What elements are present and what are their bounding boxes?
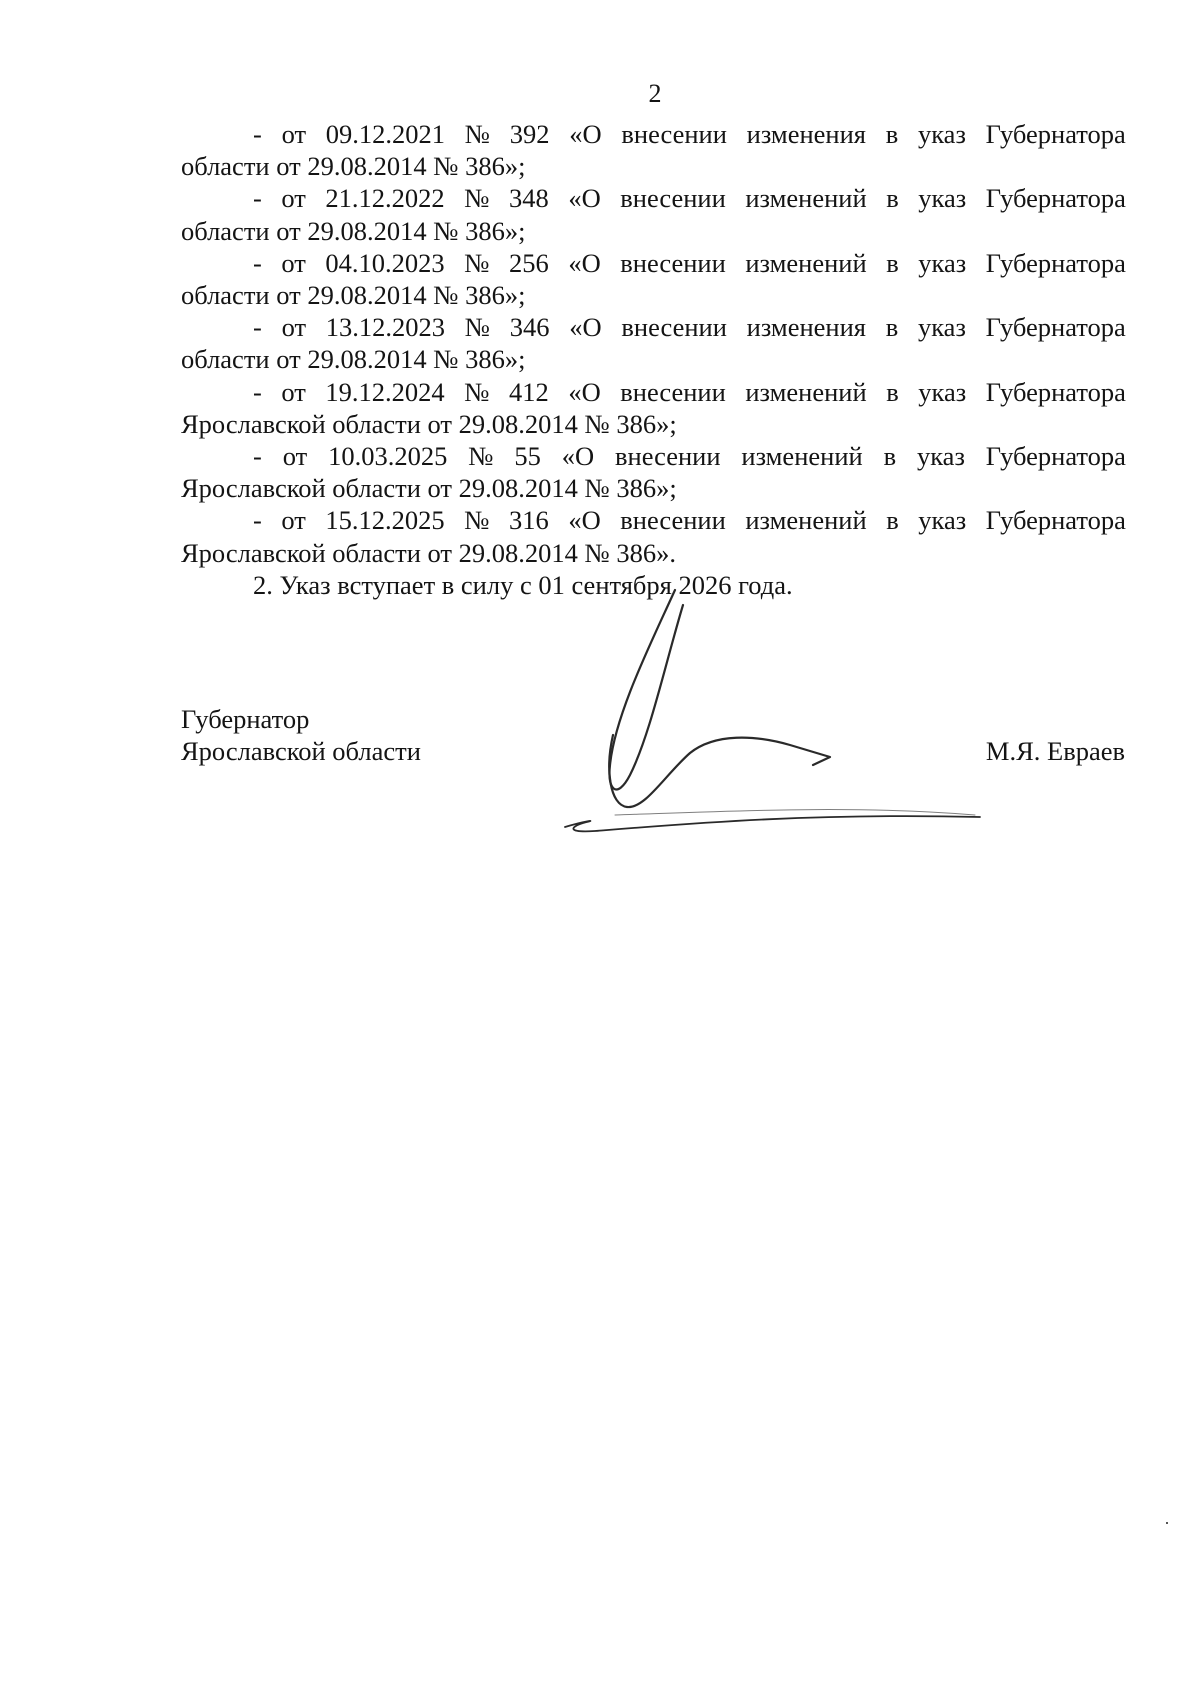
amendment-item-tail: области от 29.08.2014 № 386»; bbox=[181, 151, 526, 182]
amendment-item-lead: - от 21.12.2022 № 348 «О внесении изменений в указ Губернатора bbox=[253, 183, 1126, 214]
amendment-item bbox=[181, 247, 1125, 311]
amendment-item bbox=[181, 376, 1125, 440]
amendment-item-lead: - от 04.10.2023 № 256 «О внесении изменений в указ Губернатора bbox=[253, 247, 1126, 278]
amendment-item bbox=[181, 311, 1125, 375]
amendment-item-lead: - от 09.12.2021 № 392 «О внесении изменения в указ Губернатора bbox=[253, 119, 1126, 149]
amendment-item-tail: Ярославской области от 29.08.2014 № 386». bbox=[181, 537, 677, 568]
amendment-item bbox=[181, 118, 1125, 182]
amendment-item bbox=[181, 182, 1125, 246]
amendment-item-tail: области от 29.08.2014 № 386»; bbox=[181, 280, 526, 311]
signer-position-line2: Ярославской области bbox=[181, 736, 421, 767]
scan-speck bbox=[1166, 1522, 1168, 1524]
amendment-item-tail: области от 29.08.2014 № 386»; bbox=[181, 215, 526, 246]
handwritten-signature bbox=[555, 585, 995, 845]
signer-position-line1: Губернатор bbox=[181, 704, 310, 734]
clause-2: 2. Указ вступает в силу с 01 сентября 2026 года. bbox=[253, 569, 793, 600]
signer-position bbox=[181, 703, 421, 767]
amendment-item-lead: - от 13.12.2023 № 346 «О внесении изменения в указ Губернатора bbox=[253, 312, 1126, 343]
amendment-item bbox=[181, 440, 1125, 504]
amendment-item-lead: - от 15.12.2025 № 316 «О внесении изменений в указ Губернатора bbox=[253, 505, 1126, 536]
amendment-item-lead: - от 19.12.2024 № 412 «О внесении изменений в указ Губернатора bbox=[253, 376, 1126, 407]
page-number: 2 bbox=[648, 79, 662, 108]
amendment-item-lead: - от 10.03.2025 № 55 «О внесении изменений в указ Губернатора bbox=[253, 441, 1126, 472]
document-body bbox=[181, 118, 1125, 601]
amendment-item-tail: Ярославской области от 29.08.2014 № 386»; bbox=[181, 408, 677, 439]
amendment-item bbox=[181, 504, 1125, 568]
signer-name: М.Я. Евраев bbox=[985, 736, 1125, 766]
amendment-item-tail: Ярославской области от 29.08.2014 № 386»; bbox=[181, 473, 677, 504]
amendment-item-tail: области от 29.08.2014 № 386»; bbox=[181, 344, 526, 375]
